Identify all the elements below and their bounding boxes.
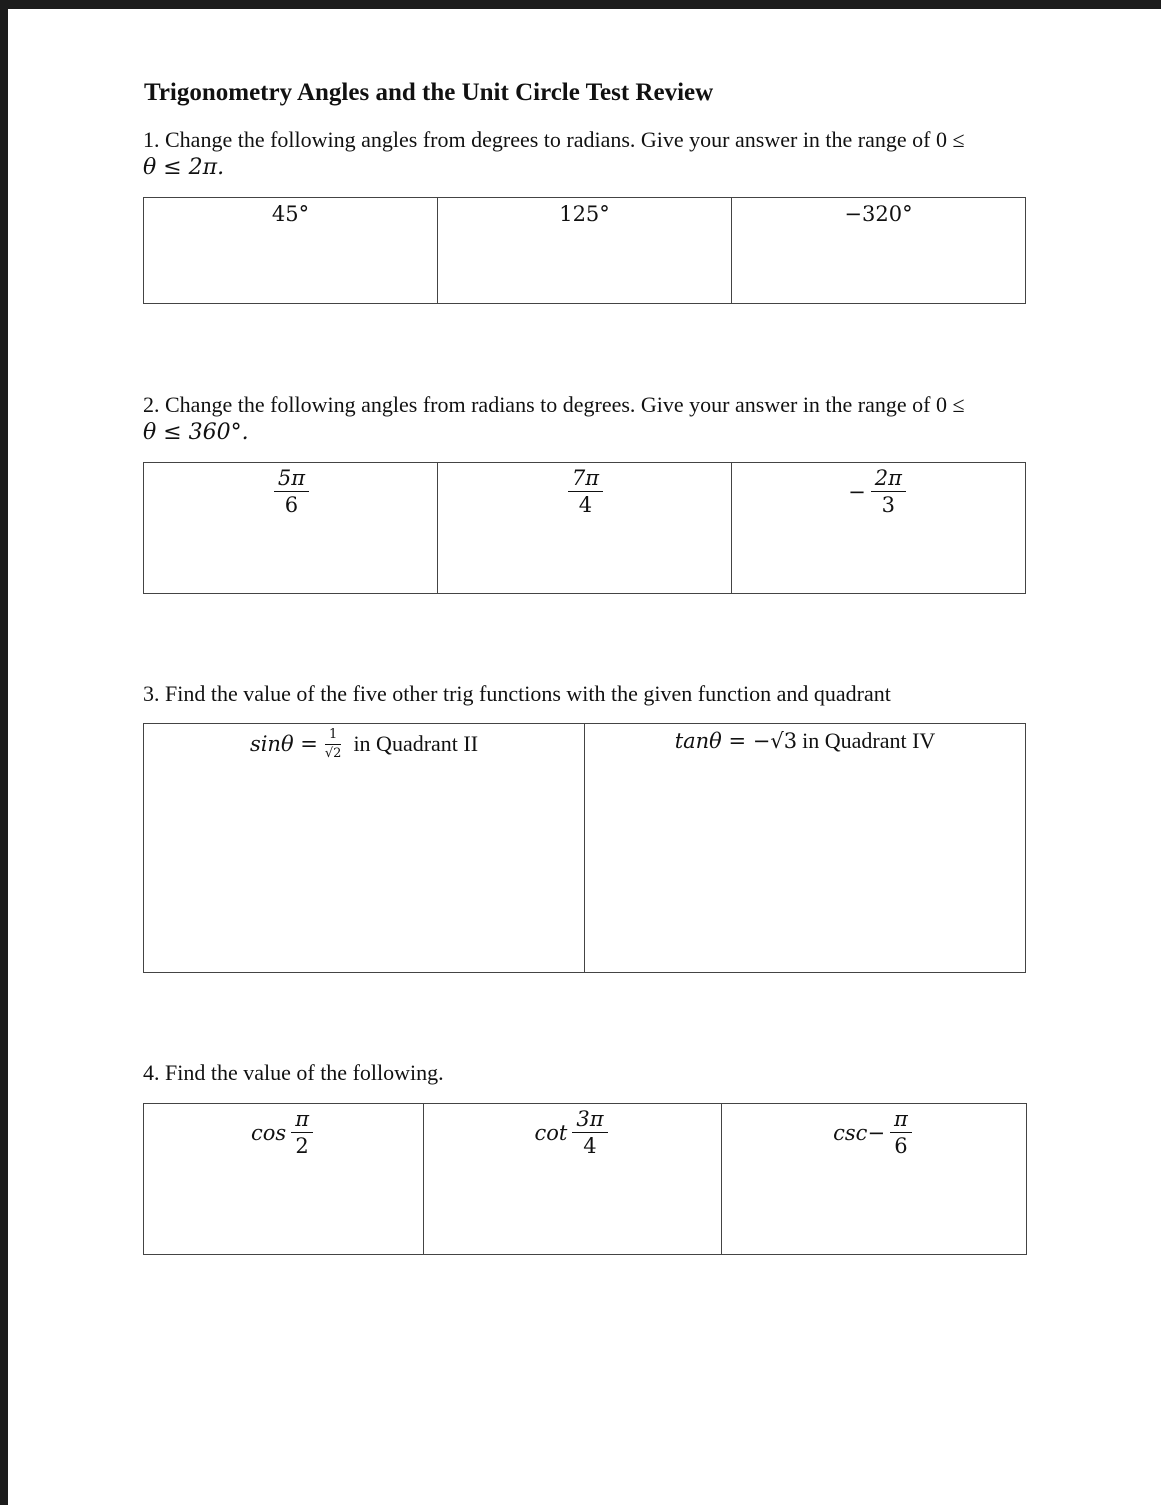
question-4-prompt: 4. Find the value of the following. xyxy=(143,1060,444,1085)
fraction: $\frac{5\pi}{6}$ xyxy=(274,467,309,516)
question-3-prompt: 3. Find the value of the five other trig functions with the given function and quadrant xyxy=(143,681,891,706)
question-2-line2: θ ≤ 360°. xyxy=(143,420,249,445)
worksheet-page xyxy=(8,9,1161,1505)
q2-cell-1 xyxy=(144,463,438,594)
question-1-table xyxy=(143,197,1026,304)
fraction: $\frac{3\pi}{4}$ xyxy=(572,1108,607,1157)
fraction: $\frac{1}{√2}$ xyxy=(324,727,342,761)
question-2-line1: 2. Change the following angles from radians to degrees. Give your answer in the range of 0 ≤ xyxy=(143,392,965,417)
fraction: $\frac{\pi}{6}$ xyxy=(890,1108,912,1157)
q2-cell-3: − $\frac{2\pi}{3}$ xyxy=(732,463,1026,594)
q4-cell-2: cot $\frac{3\pi}{4}$ xyxy=(424,1104,722,1255)
page-title: Trigonometry Angles and the Unit Circle Test Review xyxy=(144,79,714,106)
question-4-table xyxy=(143,1103,1027,1255)
fraction: $\frac{\pi}{2}$ xyxy=(291,1108,313,1157)
question-2-prompt xyxy=(143,391,965,447)
question-2-table xyxy=(143,462,1026,594)
fraction: $\frac{7\pi}{4}$ xyxy=(568,467,603,516)
q3-cell-right: tanθ = − √3 in Quadrant IV xyxy=(585,724,1026,973)
q4-cell-1: cos $\frac{\pi}{2}$ xyxy=(144,1104,424,1255)
q3-cell-left: sinθ = $\frac{1}{√2}$ in Quadrant II xyxy=(144,724,585,973)
question-1-prompt xyxy=(143,126,965,182)
q1-cell-3: −320° xyxy=(732,198,1026,304)
q1-cell-2: 125° xyxy=(438,198,732,304)
question-1-line2: θ ≤ 2π. xyxy=(143,155,225,180)
q1-cell-1: 45° xyxy=(144,198,438,304)
q4-cell-3: csc − $\frac{\pi}{6}$ xyxy=(722,1104,1027,1255)
q2-cell-2 xyxy=(438,463,732,594)
question-1-line1: 1. Change the following angles from degrees to radians. Give your answer in the range of 0 ≤ xyxy=(143,127,965,152)
fraction: $\frac{2\pi}{3}$ xyxy=(871,467,906,516)
question-3-table xyxy=(143,723,1026,973)
